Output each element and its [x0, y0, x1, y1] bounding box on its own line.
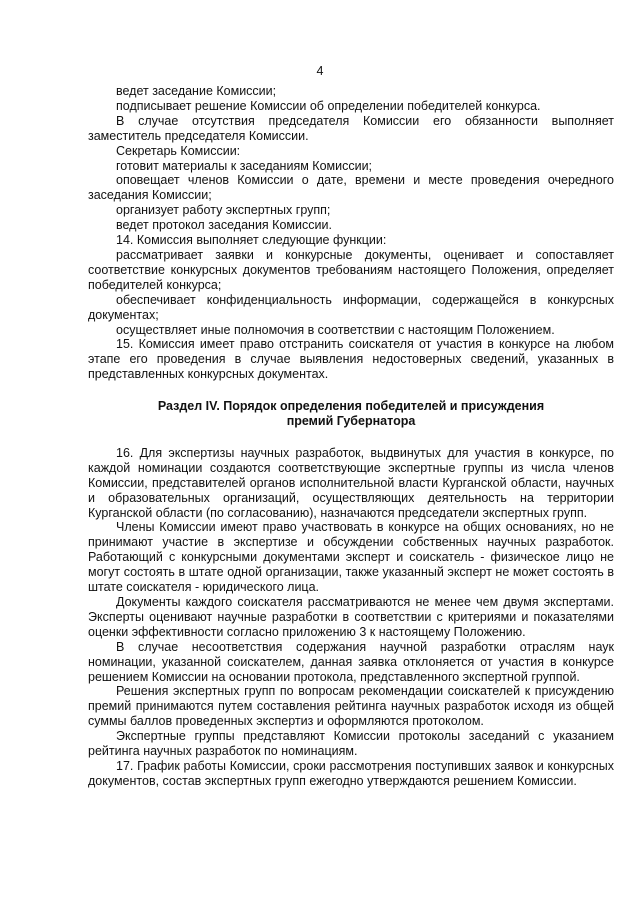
- paragraph: готовит материалы к заседаниям Комиссии;: [116, 158, 373, 173]
- paragraph: 14. Комиссия выполняет следующие функции:: [116, 233, 387, 248]
- paragraph: организует работу экспертных групп;: [116, 203, 331, 218]
- paragraph: 17. График работы Комиссии, сроки рассмотрения поступивших заявок и конкурсных документов, состав экспертных групп ежегодно утверждаются решением Комиссии.: [88, 758, 614, 788]
- paragraph: рассматривает заявки и конкурсные документы, оценивает и сопоставляет соответствие конкурсных документов требованиям настоящего Положения, определяет победителей конкурса;: [88, 247, 614, 292]
- paragraph: обеспечивает конфиденциальность информации, содержащейся в конкурсных документах;: [88, 292, 614, 322]
- paragraph: 15. Комиссия имеет право отстранить соискателя от участия в конкурсе на любом этапе его проведения в случае выявления недостоверных сведений, указанных в представленных конкурсных документах.: [88, 337, 614, 382]
- section-title: [88, 399, 614, 429]
- section-title-line-1: Раздел IV. Порядок определения победителей и присуждения: [157, 399, 545, 414]
- paragraph: Решения экспертных групп по вопросам рекомендации соискателей к присуждению премий принимаются путем составления рейтинга научных разработок исходя из общей суммы баллов проведенных экспертиз и оформляются протоколом.: [88, 684, 614, 729]
- paragraph: ведет протокол заседания Комиссии.: [116, 218, 332, 233]
- paragraph: Экспертные группы представляют Комиссии протоколы заседаний с указанием рейтинга научных разработок по номинациям.: [88, 729, 614, 759]
- paragraph: осуществляет иные полномочия в соответствии с настоящим Положением.: [116, 322, 555, 337]
- paragraph: Секретарь Комиссии:: [116, 143, 241, 158]
- paragraph: 16. Для экспертизы научных разработок, выдвинутых для участия в конкурсе, по каждой номинации создаются соответствующие экспертные группы из числа членов Комиссии, представителей органов исполнительной власти Курганской области, научных и образовательных организаций, осуществляющих деятельность на территории Курганской области (по согласованию), назначаются председатели экспертных групп.: [88, 445, 614, 520]
- page-number: 4: [316, 64, 324, 78]
- paragraph: Документы каждого соискателя рассматриваются не менее чем двумя экспертами. Эксперты оценивают научные разработки в соответствии с критериями и показателями оценки эффективности согласно приложению 3 к настоящему Положению.: [88, 595, 614, 639]
- paragraph: подписывает решение Комиссии об определении победителей конкурса.: [116, 98, 541, 113]
- paragraph: В случае несоответствия содержания научной разработки отраслям наук номинации, указанной соискателем, данная заявка отклоняется от участия в конкурсе решением Комиссии на основании протокола, представленного экспертной группой.: [88, 639, 614, 684]
- document-body: [88, 84, 614, 789]
- section-title-line-2: премий Губернатора: [286, 414, 416, 429]
- paragraph: ведет заседание Комиссии;: [116, 84, 277, 98]
- paragraph: В случае отсутствия председателя Комиссии его обязанности выполняет заместитель председателя Комиссии.: [88, 113, 614, 143]
- paragraph: Члены Комиссии имеют право участвовать в конкурсе на общих основаниях, но не принимают участие в экспертизе и обсуждении собственных научных разработок. Работающий с конкурсными документами эксперт и соискатель - физическое лицо не могут состоять в штате одной организации, также указанный эксперт не может состоять в штате соискателя - юридического лица.: [88, 520, 614, 595]
- paragraph: оповещает членов Комиссии о дате, времени и месте проведения очередного заседания Комиссии;: [88, 173, 614, 203]
